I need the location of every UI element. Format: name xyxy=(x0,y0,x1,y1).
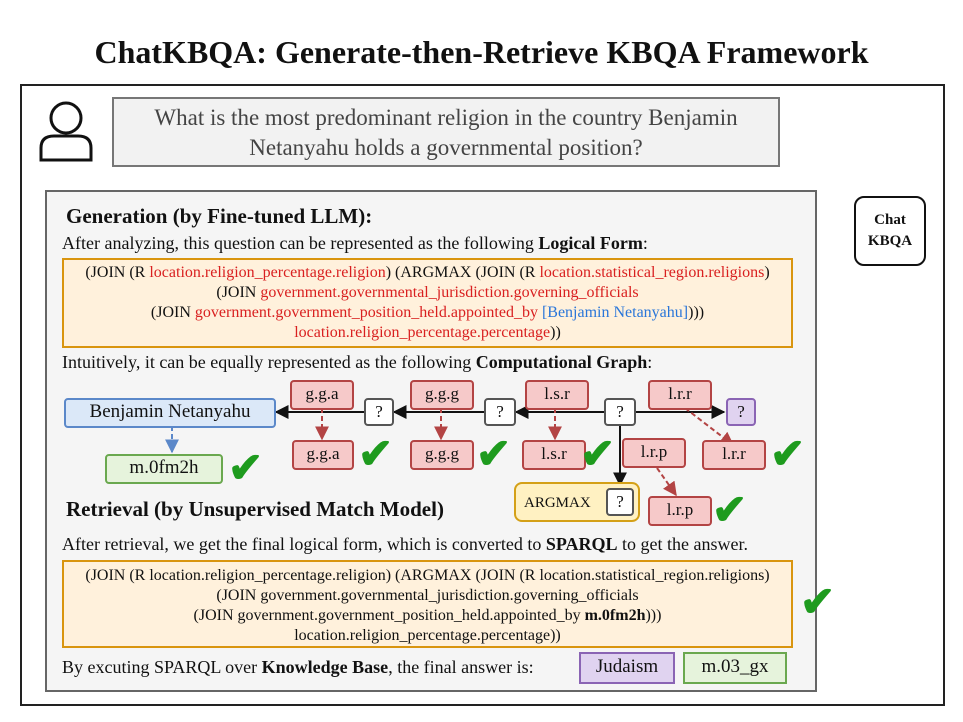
lf-token: (JOIN xyxy=(150,304,195,321)
final-lf-line-1: (JOIN (R location.religion_percentage.religion) (ARGMAX (JOIN (R location.statistical_region.religions) xyxy=(85,567,770,584)
logical-form-term: Logical Form xyxy=(538,233,643,253)
variable-node-1: ? xyxy=(364,398,394,426)
check-icon: ✔ xyxy=(580,432,616,478)
check-icon: ✔ xyxy=(800,580,836,626)
relation-node-lsr: l.s.r xyxy=(525,380,589,410)
graph-intro-end: : xyxy=(647,352,653,372)
generation-intro-text: After analyzing, this question can be represented as the following xyxy=(62,233,539,253)
final-lf-entity-id: m.0fm2h xyxy=(584,607,646,624)
relation-node-lrp: l.r.p xyxy=(622,438,686,468)
retrieval-intro-end: to get the answer. xyxy=(617,534,748,554)
lf-relation: location.religion_percentage.religion xyxy=(149,264,386,281)
link-lrp xyxy=(657,468,676,495)
argmax-node xyxy=(514,482,640,522)
final-lf-line-4: location.religion_percentage.percentage)) xyxy=(294,627,561,644)
argmax-variable: ? xyxy=(606,488,634,516)
check-icon: ✔ xyxy=(712,488,748,534)
final-lf-line-3 xyxy=(64,606,791,626)
retrieved-lsr: l.s.r xyxy=(522,440,586,470)
check-icon: ✔ xyxy=(358,432,394,478)
answer-line xyxy=(62,657,534,678)
check-icon: ✔ xyxy=(228,446,264,492)
retrieved-ggg: g.g.g xyxy=(410,440,474,470)
lf-token: (JOIN xyxy=(216,284,261,301)
answer-name: Judaism xyxy=(579,652,675,684)
generation-intro-end: : xyxy=(642,233,648,253)
final-lf-token: (JOIN government.government_position_held.appointed_by xyxy=(193,607,585,624)
argmax-label: ARGMAX xyxy=(524,495,591,511)
lf-token: )) xyxy=(550,324,561,341)
lf-relation: location.statistical_region.religions xyxy=(539,264,765,281)
lf-relation: location.religion_percentage.percentage xyxy=(294,324,551,341)
final-lf-line-2: (JOIN government.governmental_jurisdiction.governing_officials xyxy=(216,587,639,604)
relation-node-lrr: l.r.r xyxy=(648,380,712,410)
answer-intro-text: By excuting SPARQL over xyxy=(62,657,262,677)
lf-relation: government.government_position_held.appointed_by xyxy=(194,304,538,321)
question-line-1: What is the most predominant religion in the country Benjamin xyxy=(154,105,738,130)
lf-entity: [Benjamin Netanyahu] xyxy=(541,304,689,321)
retrieval-intro xyxy=(62,534,748,555)
page-title: ChatKBQA: Generate-then-Retrieve KBQA Framework xyxy=(94,34,869,70)
lf-token: ) xyxy=(764,264,770,281)
graph-intro-text: Intuitively, it can be equally represented as the following xyxy=(62,352,476,372)
retrieved-gga: g.g.a xyxy=(292,440,354,470)
answer-intro-end: , the final answer is: xyxy=(388,657,534,677)
lf-token: ))) xyxy=(688,304,705,321)
answer-variable-node: ? xyxy=(726,398,756,426)
sparql-term: SPARQL xyxy=(545,534,618,554)
knowledge-base-term: Knowledge Base xyxy=(261,657,389,677)
check-icon: ✔ xyxy=(770,432,806,478)
variable-node-3: ? xyxy=(604,398,636,426)
badge-line-1: Chat xyxy=(874,212,906,228)
final-logical-form-box xyxy=(62,560,793,648)
final-lf-token: ))) xyxy=(645,607,662,624)
retrieval-title: Retrieval (by Unsupervised Match Model) xyxy=(66,497,444,521)
relation-node-ggg: g.g.g xyxy=(410,380,474,410)
relation-node-gga: g.g.a xyxy=(290,380,354,410)
check-icon: ✔ xyxy=(476,432,512,478)
variable-node-2: ? xyxy=(484,398,516,426)
answer-id: m.03_gx xyxy=(683,652,787,684)
badge-line-2: KBQA xyxy=(867,233,913,249)
computational-graph-term: Computational Graph xyxy=(475,352,648,372)
question-line-2: Netanyahu holds a governmental position? xyxy=(249,135,643,160)
entity-id-node: m.0fm2h xyxy=(105,454,223,484)
lf-token: ) (ARGMAX (JOIN (R xyxy=(385,264,540,281)
entity-node: Benjamin Netanyahu xyxy=(64,398,276,428)
retrieval-intro-text: After retrieval, we get the final logical form, which is converted to xyxy=(62,534,546,554)
retrieved-lrp: l.r.p xyxy=(648,496,712,526)
lf-token: (JOIN (R xyxy=(85,264,150,281)
retrieved-lrr: l.r.r xyxy=(702,440,766,470)
generation-title: Generation (by Fine-tuned LLM): xyxy=(66,204,373,228)
lf-relation: government.governmental_jurisdiction.governing_officials xyxy=(260,284,639,301)
